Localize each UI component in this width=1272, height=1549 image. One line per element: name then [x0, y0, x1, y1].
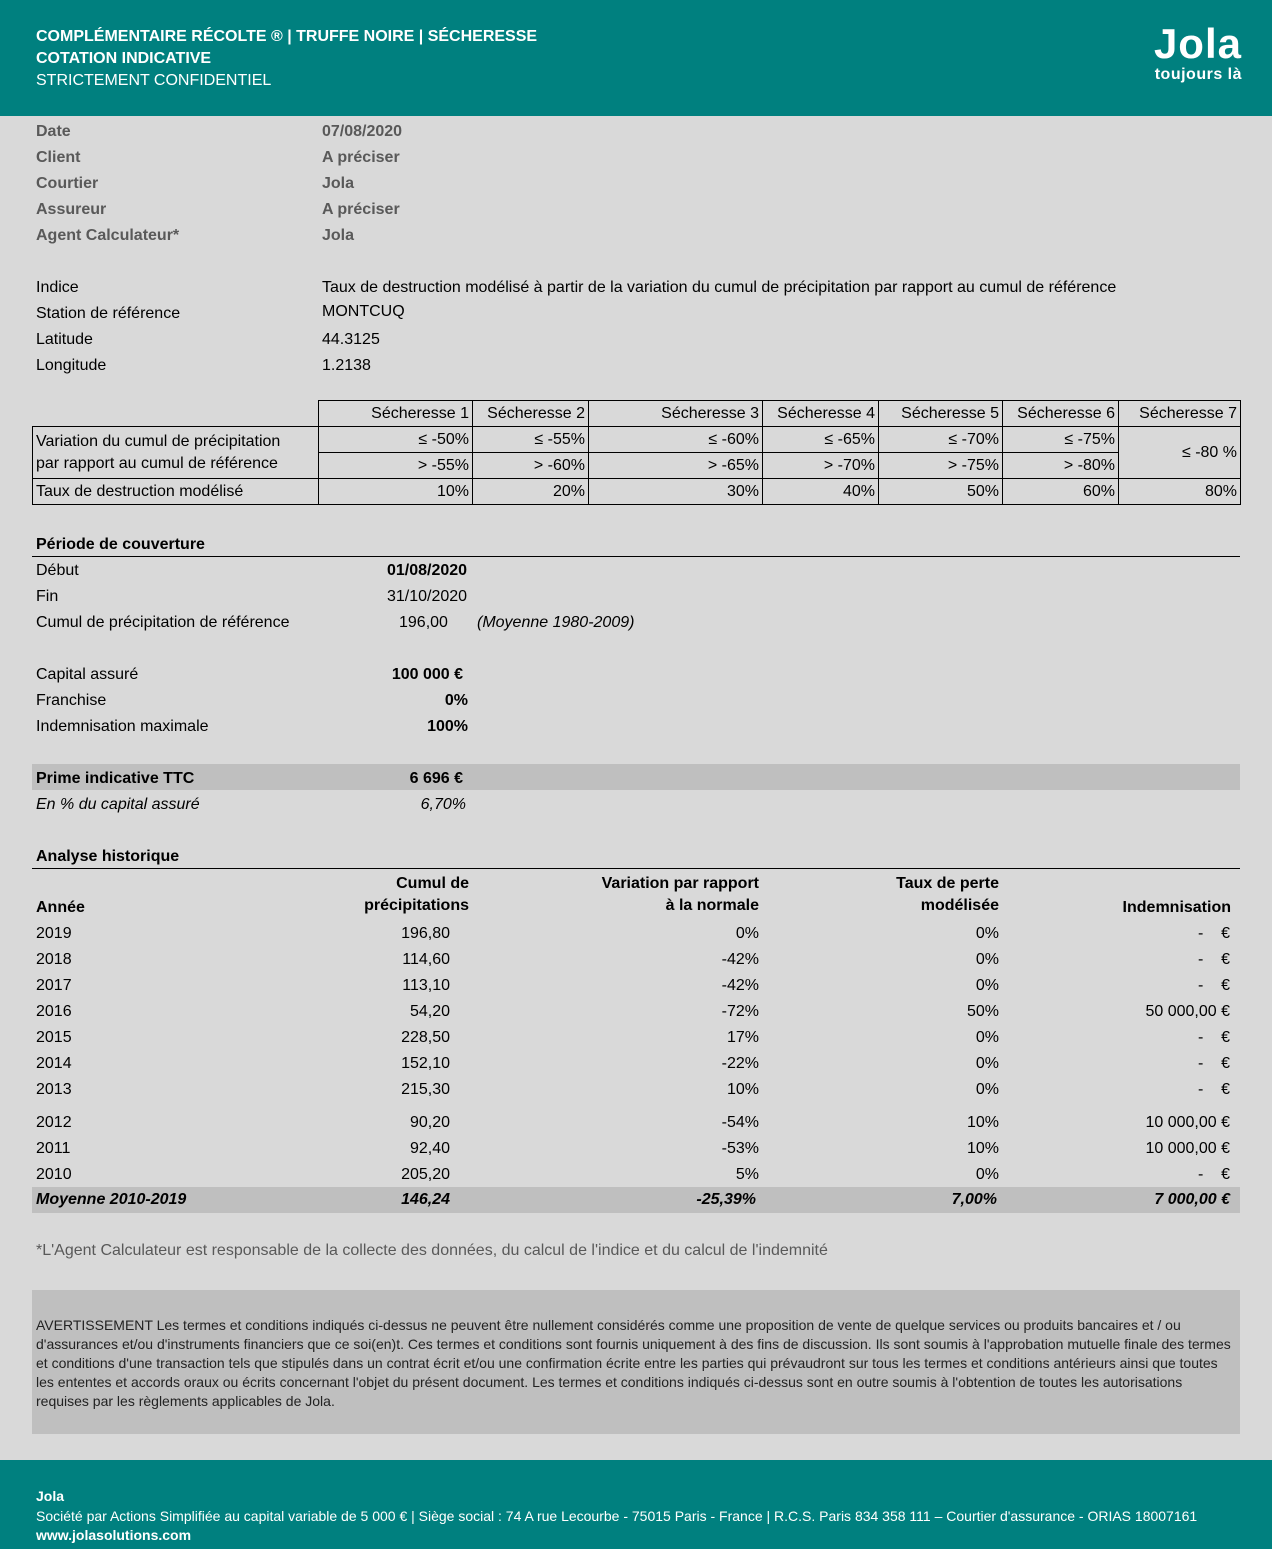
document-title: COMPLÉMENTAIRE RÉCOLTE ® | TRUFFE NOIRE | SÉCHERESSE — [36, 28, 538, 45]
rate-value: 80% — [1119, 479, 1241, 505]
info-label: Agent Calculateur* — [36, 227, 180, 244]
col-loss-header-2: modélisée — [920, 897, 999, 914]
rate-value: 10% — [319, 479, 473, 505]
threshold-header: Sécheresse 4 — [763, 401, 879, 427]
threshold-header: Sécheresse 3 — [589, 401, 763, 427]
col-year-header: Année — [36, 899, 85, 916]
col-variation-header-1: Variation par rapport — [601, 875, 759, 892]
footer-banner — [0, 1460, 1272, 1549]
document-subtitle: COTATION INDICATIVE — [36, 50, 212, 67]
confidentiality-label: STRICTEMENT CONFIDENTIEL — [36, 72, 272, 89]
start-label: Début — [36, 562, 79, 579]
indemnisation: - € — [1197, 925, 1230, 942]
variation-label-line1: Variation du cumul de précipitation — [36, 432, 281, 450]
footer-website[interactable]: www.jolasolutions.com — [36, 1527, 192, 1543]
col-cumul-header-1: Cumul de — [396, 875, 469, 892]
rate-value: 40% — [763, 479, 879, 505]
threshold-upper: ≤ -60% — [589, 427, 763, 453]
footer-legal: Société par Actions Simplifiée au capital variable de 5 000 € | Siège social : 74 A rue Lecourbe - 75015 Paris - France | R.C.S. Paris 834 358 111 – Courtier d'assurance - ORIAS 18007161 — [36, 1508, 1198, 1524]
end-label: Fin — [36, 588, 59, 605]
threshold-header-row — [33, 401, 1241, 427]
year: 2010 — [36, 1166, 72, 1183]
table-row — [32, 1077, 1240, 1103]
franchise-value: 0% — [444, 692, 468, 709]
footer-company: Jola — [36, 1488, 65, 1504]
info-value: 07/08/2020 — [322, 123, 403, 140]
index-label: Indice — [36, 279, 79, 296]
loss-rate: 0% — [975, 951, 999, 968]
threshold-upper: ≤ -70% — [879, 427, 1003, 453]
indemnisation: - € — [1197, 1081, 1230, 1098]
info-value: A préciser — [322, 149, 400, 166]
rate-value: 50% — [879, 479, 1003, 505]
col-cumul-header-2: précipitations — [364, 897, 469, 914]
table-row — [32, 1136, 1240, 1162]
jola-logo — [1154, 22, 1242, 84]
col-indemnisation-header: Indemnisation — [1122, 899, 1231, 916]
loss-rate: 10% — [966, 1114, 999, 1131]
cumul: 215,30 — [401, 1081, 450, 1098]
loss-rate: 10% — [966, 1140, 999, 1157]
variation: -42% — [721, 977, 759, 994]
average-label: Moyenne 2010-2019 — [36, 1191, 187, 1208]
year: 2018 — [36, 951, 72, 968]
latitude-value: 44.3125 — [322, 331, 380, 348]
variation: 10% — [726, 1081, 759, 1098]
logo-name: Jola — [1153, 20, 1242, 67]
threshold-header: Sécheresse 7 — [1119, 401, 1241, 427]
section-divider — [32, 556, 1240, 557]
loss-rate: 0% — [975, 1029, 999, 1046]
threshold-header: Sécheresse 1 — [319, 401, 473, 427]
loss-rate: 0% — [975, 977, 999, 994]
indemnisation: - € — [1197, 1166, 1230, 1183]
threshold-lower: > -70% — [763, 453, 879, 479]
indemnisation-value: 100% — [427, 718, 468, 735]
premium-pct-label: En % du capital assuré — [36, 796, 200, 813]
table-row — [32, 921, 1240, 947]
cumul: 205,20 — [401, 1166, 450, 1183]
cumul: 90,20 — [409, 1114, 450, 1131]
indemnisation: - € — [1197, 951, 1230, 968]
latitude-label: Latitude — [36, 331, 93, 348]
cumul: 114,60 — [402, 951, 450, 968]
indemnisation: - € — [1197, 1029, 1230, 1046]
index-value: Taux de destruction modélisé à partir de la variation du cumul de précipitation par rapport au cumul de référence — [322, 279, 1117, 296]
info-label: Assureur — [36, 201, 107, 218]
premium-label: Prime indicative TTC — [36, 770, 195, 787]
year: 2014 — [36, 1055, 72, 1072]
year: 2019 — [36, 925, 72, 942]
header-banner — [0, 0, 1272, 116]
section-divider — [32, 868, 1240, 869]
footnote: *L'Agent Calculateur est responsable de la collecte des données, du calcul de l'indice et du calcul de l'indemnité — [36, 1242, 828, 1259]
cumul: 196,80 — [401, 925, 450, 942]
variation-upper-row — [33, 427, 1241, 453]
table-row — [32, 973, 1240, 999]
info-label: Date — [36, 123, 71, 140]
capital-value: 100 000 € — [391, 666, 463, 683]
premium-pct-value: 6,70% — [420, 796, 466, 813]
start-value: 01/08/2020 — [387, 562, 468, 579]
year: 2016 — [36, 1003, 72, 1020]
threshold-lower: > -80% — [1003, 453, 1119, 479]
capital-label: Capital assuré — [36, 666, 139, 683]
info-label: Courtier — [36, 175, 99, 192]
cumul-value: 196,00 — [399, 614, 448, 631]
cumul-note: (Moyenne 1980-2009) — [477, 614, 635, 631]
year: 2013 — [36, 1081, 72, 1098]
loss-rate: 0% — [975, 1081, 999, 1098]
end-value: 31/10/2020 — [387, 588, 468, 605]
table-row — [32, 999, 1240, 1025]
cumul: 152,10 — [401, 1055, 450, 1072]
indemnisation-label: Indemnisation maximale — [36, 718, 209, 735]
threshold-lower: > -55% — [319, 453, 473, 479]
threshold-upper: ≤ -55% — [473, 427, 589, 453]
rate-value: 60% — [1003, 479, 1119, 505]
info-value: Jola — [322, 227, 355, 244]
average-row — [32, 1187, 1240, 1213]
cumul: 92,40 — [409, 1140, 450, 1157]
rate-value: 20% — [473, 479, 589, 505]
premium-value: 6 696 € — [409, 770, 463, 787]
col-variation-header-2: à la normale — [665, 897, 759, 914]
info-label: Client — [36, 149, 81, 166]
threshold-last: ≤ -80 % — [1119, 427, 1241, 479]
loss-rate: 0% — [975, 925, 999, 942]
threshold-lower: > -60% — [473, 453, 589, 479]
warning-text: AVERTISSEMENT Les termes et conditions indiqués ci-dessus ne peuvent être nullement considérés comme une proposition de vente de quelque services ou produits bancaires et / ou d'assurances et/ou d'instruments financiers que ce soi(en)t. Ces termes et conditions sont fournis uniquement à des fins de discussion. Ils sont soumis à l'approbation mutuelle finale des termes et conditions d'une transaction tels que stipulés dans un contrat écrit et/ou une confirmation écrite entre les parties qui prévaudront sur tous les termes et conditions antérieurs ainsi que toutes les ententes et accords oraux ou écrits concernant l'objet du présent document. Les termes et conditions indiqués ci-dessus sont en outre soumis à l'obtention de toutes les autorisations requises par les règlements applicables de Jola. — [36, 1317, 1231, 1409]
cumul: 228,50 — [401, 1029, 450, 1046]
cumul: 113,10 — [402, 977, 450, 994]
variation: -42% — [721, 951, 759, 968]
indemnisation: 10 000,00 € — [1145, 1140, 1230, 1157]
table-row — [32, 1110, 1240, 1136]
variation-label — [33, 427, 319, 479]
table-row — [32, 1025, 1240, 1051]
indemnisation: - € — [1197, 977, 1230, 994]
table-row — [32, 1051, 1240, 1077]
loss-rate: 0% — [975, 1166, 999, 1183]
premium-bar — [32, 764, 1240, 790]
year: 2011 — [36, 1140, 71, 1157]
average-variation: -25,39% — [696, 1191, 756, 1208]
logo-tagline: toujours là — [1154, 66, 1242, 83]
variation: -53% — [721, 1140, 759, 1157]
average-loss-rate: 7,00% — [951, 1191, 997, 1208]
warning-box — [32, 1290, 1240, 1434]
average-indemnisation: 7 000,00 € — [1154, 1191, 1230, 1208]
year: 2017 — [36, 977, 72, 994]
variation: 17% — [726, 1029, 759, 1046]
loss-rate: 50% — [966, 1003, 999, 1020]
loss-rate: 0% — [975, 1055, 999, 1072]
threshold-upper: ≤ -75% — [1003, 427, 1119, 453]
table-row — [32, 1162, 1240, 1188]
station-value: MONTCUQ — [322, 303, 405, 320]
average-cumul: 146,24 — [401, 1191, 450, 1208]
rate-label: Taux de destruction modélisé — [33, 479, 319, 505]
threshold-lower: > -65% — [589, 453, 763, 479]
threshold-upper: ≤ -50% — [319, 427, 473, 453]
cumul: 54,20 — [409, 1003, 450, 1020]
threshold-upper: ≤ -65% — [763, 427, 879, 453]
rate-value: 30% — [589, 479, 763, 505]
threshold-header: Sécheresse 5 — [879, 401, 1003, 427]
empty-cell — [33, 401, 319, 427]
variation: -72% — [721, 1003, 759, 1020]
coverage-title: Période de couverture — [36, 536, 205, 553]
table-row — [32, 947, 1240, 973]
info-value: A préciser — [322, 201, 400, 218]
variation: 5% — [735, 1166, 759, 1183]
longitude-label: Longitude — [36, 357, 107, 374]
indemnisation: 50 000,00 € — [1145, 1003, 1230, 1020]
year: 2015 — [36, 1029, 72, 1046]
indemnisation: - € — [1197, 1055, 1230, 1072]
variation: -54% — [721, 1114, 759, 1131]
variation: -22% — [721, 1055, 759, 1072]
col-loss-header-1: Taux de perte — [896, 875, 999, 892]
year: 2012 — [36, 1114, 72, 1131]
variation: 0% — [735, 925, 759, 942]
station-label: Station de référence — [36, 305, 181, 322]
destruction-rate-row — [33, 479, 1241, 505]
threshold-header: Sécheresse 2 — [473, 401, 589, 427]
info-value: Jola — [322, 175, 355, 192]
franchise-label: Franchise — [36, 692, 107, 709]
threshold-header: Sécheresse 6 — [1003, 401, 1119, 427]
threshold-lower: > -75% — [879, 453, 1003, 479]
threshold-table — [32, 400, 1241, 505]
variation-label-line2: par rapport au cumul de référence — [36, 454, 278, 472]
longitude-value: 1.2138 — [322, 357, 371, 374]
cumul-label: Cumul de précipitation de référence — [36, 614, 290, 631]
indemnisation: 10 000,00 € — [1145, 1114, 1230, 1131]
history-title: Analyse historique — [36, 848, 180, 865]
